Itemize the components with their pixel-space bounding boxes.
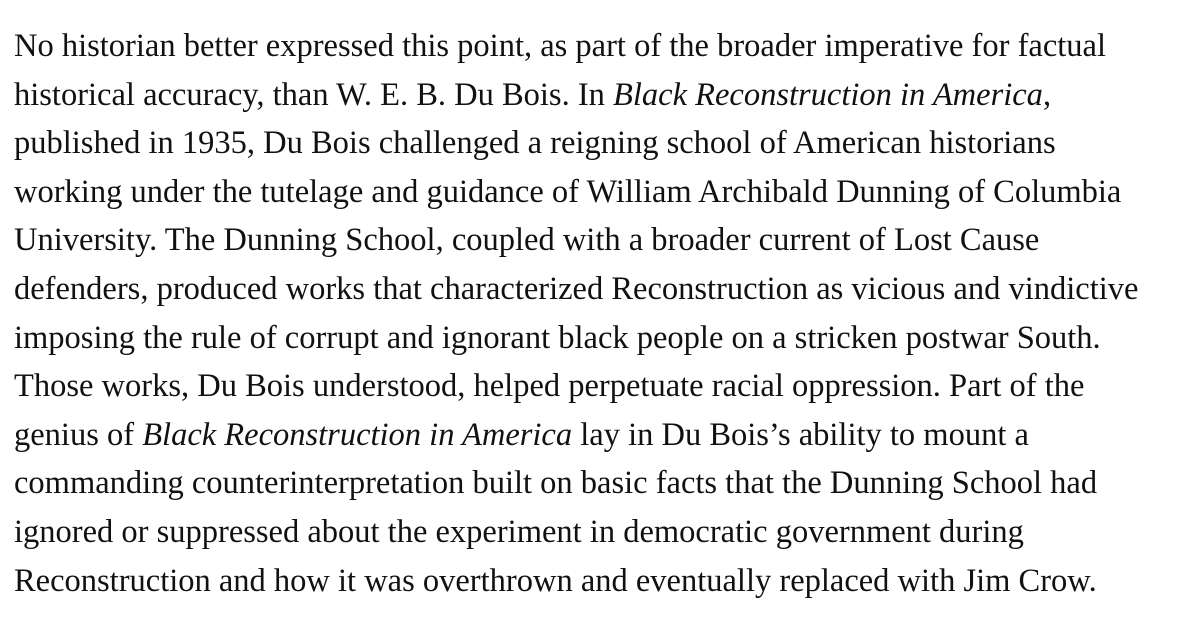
excerpt-text: , xyxy=(1042,76,1052,113)
excerpt-text: historical accuracy, than W. E. B. Du Bois. In xyxy=(14,76,614,113)
excerpt-text: University. The Dunning School, coupled with a broader current of Lost Cause xyxy=(14,222,1040,259)
book-title-italic: Black Reconstruction in America xyxy=(613,76,1043,113)
excerpt-line xyxy=(14,265,1200,314)
book-title-italic: Black Reconstruction in America xyxy=(142,416,573,453)
excerpt-line xyxy=(14,362,1200,411)
excerpt-line xyxy=(14,508,1200,557)
excerpt-line xyxy=(14,411,1200,460)
excerpt-line xyxy=(14,119,1200,168)
excerpt-text: lay in Du Bois’s ability to mount a xyxy=(572,416,1029,453)
excerpt-text: imposing the rule of corrupt and ignorant black people on a stricken postwar South. xyxy=(14,319,1101,356)
excerpt-text: Reconstruction and how it was overthrown and eventually replaced with Jim Crow. xyxy=(14,562,1097,599)
excerpt-text: genius of xyxy=(14,416,143,453)
excerpt-text: ignored or suppressed about the experiment in democratic government during xyxy=(14,513,1024,550)
excerpt-line xyxy=(14,216,1200,265)
excerpt-line xyxy=(14,168,1200,217)
excerpt-line xyxy=(14,557,1200,606)
excerpt-line xyxy=(14,22,1200,71)
excerpt-text: working under the tutelage and guidance of William Archibald Dunning of Columbia xyxy=(14,173,1122,210)
excerpt-text: No historian better expressed this point, as part of the broader imperative for factual xyxy=(14,28,1106,64)
excerpt-line xyxy=(14,459,1200,508)
excerpt-text: defenders, produced works that characterized Reconstruction as vicious and vindictive xyxy=(14,270,1139,307)
excerpt-text: commanding counterinterpretation built on basic facts that the Dunning School had xyxy=(14,465,1098,502)
excerpt-line xyxy=(14,71,1200,120)
excerpt-text: published in 1935, Du Bois challenged a reigning school of American historians xyxy=(14,125,1056,162)
book-excerpt-paragraph xyxy=(14,22,1200,605)
excerpt-line xyxy=(14,314,1200,363)
excerpt-text: Those works, Du Bois understood, helped perpetuate racial oppression. Part of the xyxy=(14,368,1085,405)
